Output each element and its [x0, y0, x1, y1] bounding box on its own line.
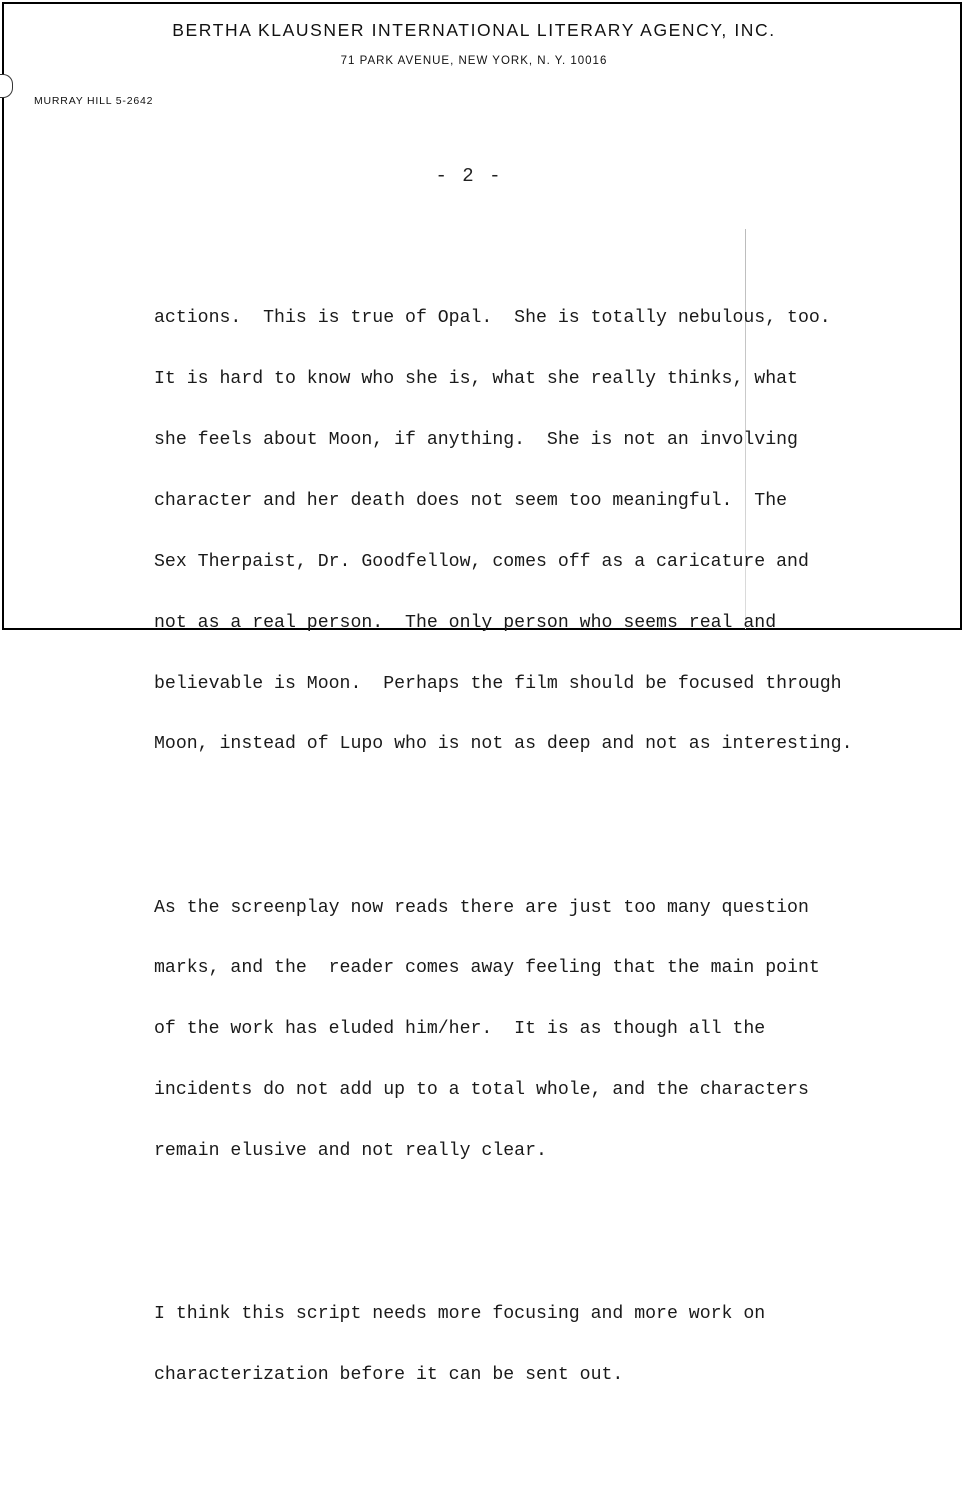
text-line: not as a real person. The only person who seems real and: [154, 612, 777, 633]
text-line: marks, and the reader comes away feeling that the main point: [154, 958, 820, 979]
text-line: character and her death does not seem too meaningful. The: [154, 490, 788, 511]
text-line: actions. This is true of Opal. She is totally nebulous, too.: [154, 308, 831, 329]
text-line: she feels about Moon, if anything. She is not an involving: [154, 429, 798, 450]
letterhead-phone: MURRAY HILL 5-2642: [34, 95, 154, 107]
text-line: It is hard to know who she is, what she really thinks, what: [154, 369, 798, 390]
letterhead-address: 71 PARK AVENUE, NEW YORK, N. Y. 10016: [340, 55, 608, 67]
paragraph-1: [154, 268, 954, 796]
letter-body: [154, 227, 954, 1488]
text-line: remain elusive and not really clear.: [154, 1141, 547, 1162]
letter-page: [2, 2, 962, 1386]
text-line: believable is Moon. Perhaps the film should be focused through: [154, 673, 842, 694]
text-line: Sex Therpaist, Dr. Goodfellow, comes off as a caricature and: [154, 551, 809, 572]
paragraph-3: [154, 1264, 954, 1426]
punch-hole: [0, 74, 13, 98]
text-line: of the work has eluded him/her. It is as though all the: [154, 1019, 766, 1040]
text-line: As the screenplay now reads there are just too many question: [154, 897, 809, 918]
text-line: incidents do not add up to a total whole, and the characters: [154, 1080, 809, 1101]
text-line: I think this script needs more focusing and more work on: [154, 1304, 766, 1325]
text-line: Moon, instead of Lupo who is not as deep and not as interesting.: [154, 734, 853, 755]
paragraph-2: [154, 857, 954, 1202]
text-line: characterization before it can be sent out.: [154, 1365, 624, 1386]
page-number: - 2 -: [435, 165, 503, 187]
letterhead-agency-name: BERTHA KLAUSNER INTERNATIONAL LITERARY AGENCY, INC.: [172, 20, 776, 40]
